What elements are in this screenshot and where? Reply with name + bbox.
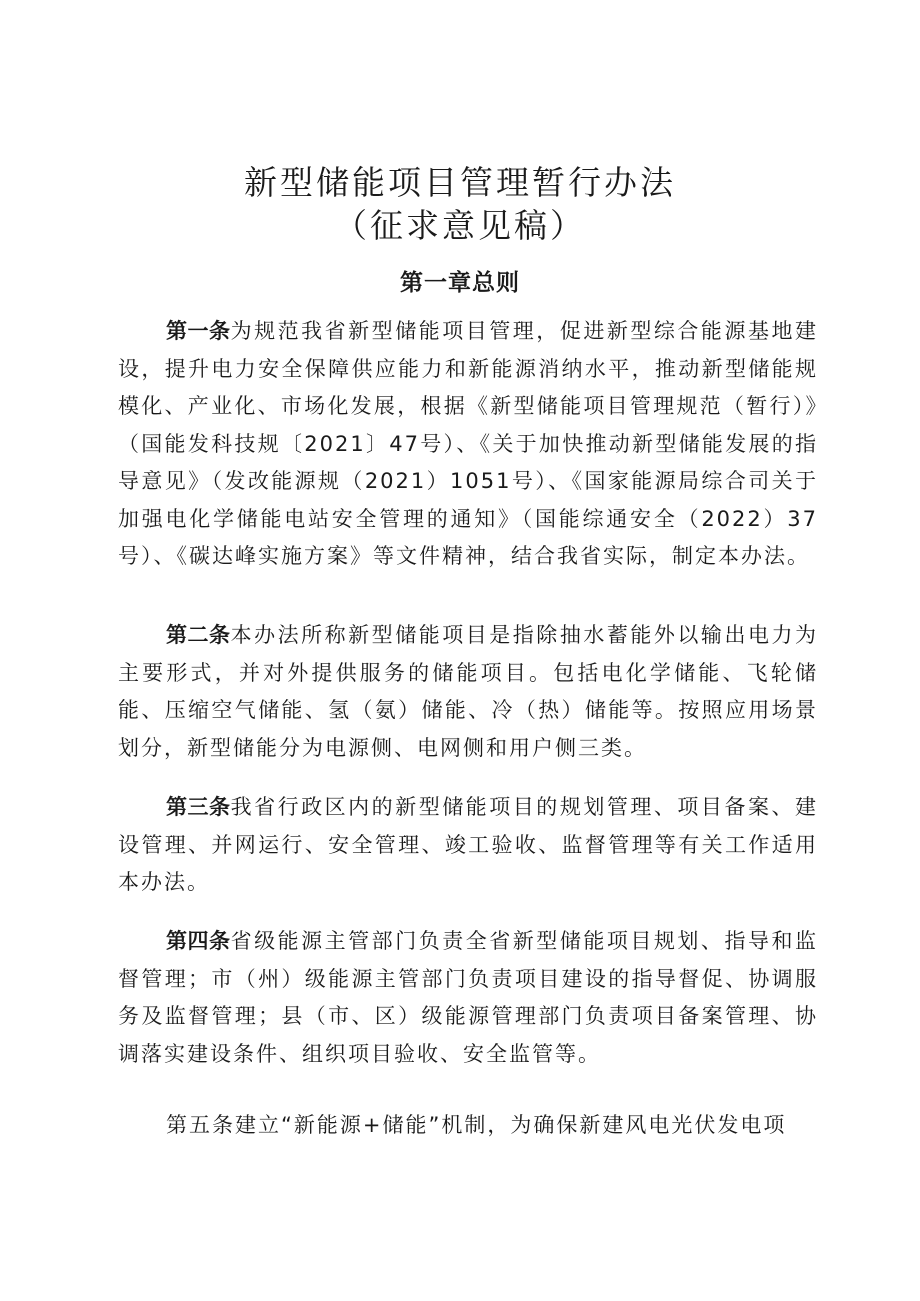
article-number: 第二条: [166, 623, 231, 647]
article-text: 第五条建立“新能源+储能”机制，为确保新建风电光伏发电项: [166, 1113, 787, 1137]
article-text: 本办法所称新型储能项目是指除抽水蓄能外以输出电力为主要形式，并对外提供服务的储能项目。包括电化学储能、飞轮储能、压缩空气储能、氢（氨）储能、冷（热）储能等。按照应用场景划分，新型储能分为电源侧、电网侧和用户侧三类。: [118, 623, 819, 760]
article-2: [118, 617, 818, 767]
article-5: [118, 1107, 818, 1145]
article-1: [118, 313, 818, 576]
article-3: [118, 789, 818, 902]
article-4: [118, 923, 818, 1073]
article-number: 第一条: [166, 319, 231, 343]
article-text: 省级能源主管部门负责全省新型储能项目规划、指导和监督管理；市（州）级能源主管部门负责项目建设的指导督促、协调服务及监督管理；县（市、区）级能源管理部门负责项目备案管理、协调落实建设条件、组织项目验收、安全监管等。: [118, 929, 819, 1066]
document-subtitle: （征求意见稿）: [334, 206, 586, 245]
document-title: 新型储能项目管理暂行办法: [244, 163, 676, 202]
article-number: 第三条: [166, 795, 231, 819]
article-text: 我省行政区内的新型储能项目的规划管理、项目备案、建设管理、并网运行、安全管理、竣工验收、监督管理等有关工作适用本办法。: [118, 795, 819, 894]
chapter-heading: 第一章总则: [400, 270, 520, 296]
article-number: 第四条: [166, 929, 231, 953]
article-text: 为规范我省新型储能项目管理，促进新型综合能源基地建设，提升电力安全保障供应能力和新能源消纳水平，推动新型储能规模化、产业化、市场化发展，根据《新型储能项目管理规范（暂行）》（国能发科技规〔2021〕47号）、《关于加快推动新型储能发展的指导意见》（发改能源规（2021）1051号）、《国家能源局综合司关于加强电化学储能电站安全管理的通知》（国能综通安全（2022）37号）、《碳达峰实施方案》等文件精神，结合我省实际，制定本办法。: [118, 319, 819, 568]
